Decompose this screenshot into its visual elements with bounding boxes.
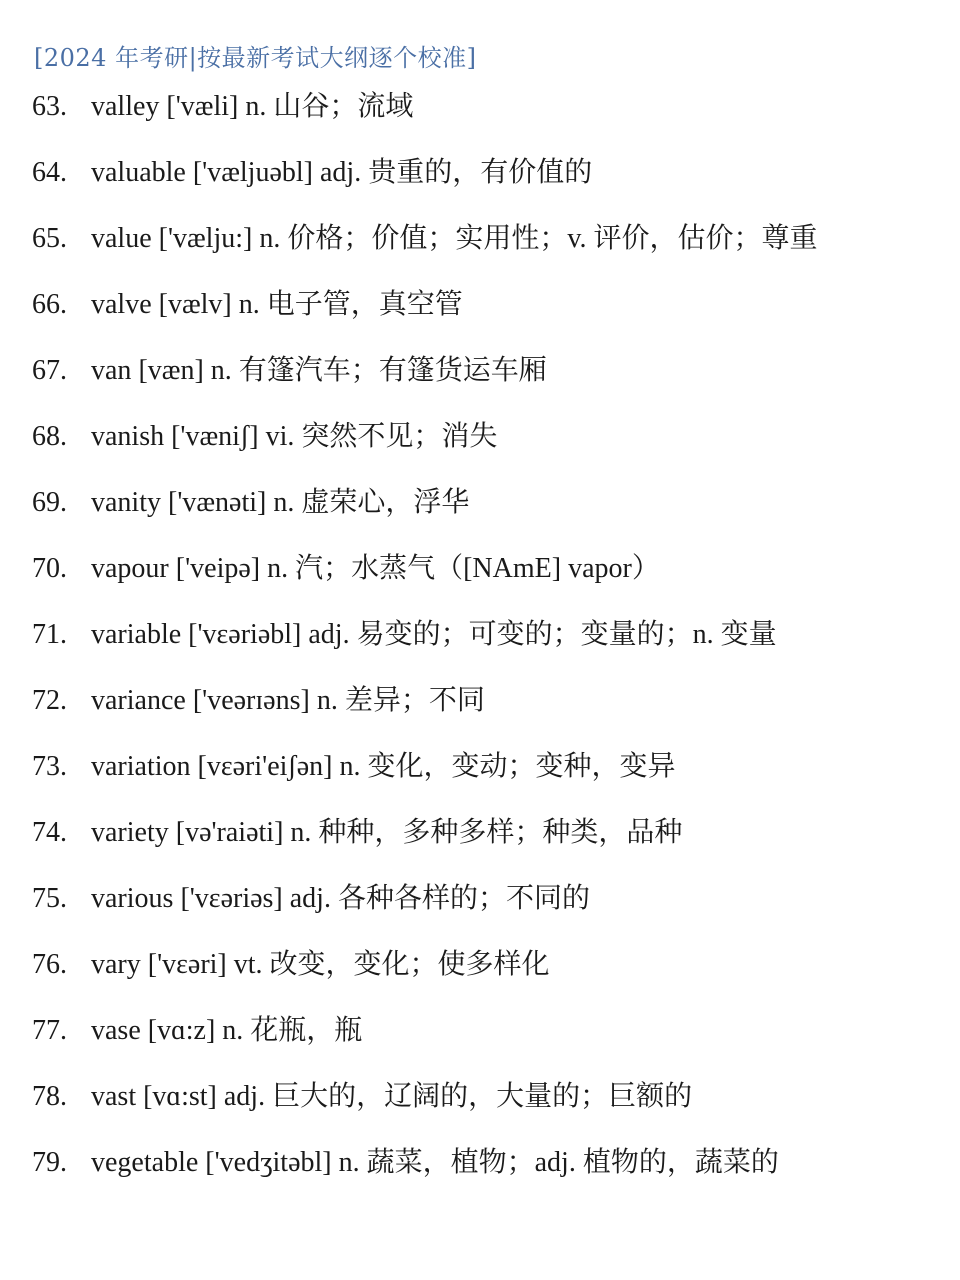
entry-word: variety: [91, 817, 169, 848]
entry-phonetic: ['væljuəbl]: [192, 157, 313, 188]
entry-phonetic: ['vɛəri]: [147, 949, 227, 980]
entry-word: vase: [91, 1015, 141, 1046]
entry-word: vast: [91, 1081, 137, 1112]
header-title: [2024 年考研|按最新考试大纲逐个校准]: [34, 44, 477, 72]
entry-number: 65.: [32, 223, 67, 254]
entry-word: van: [91, 355, 132, 386]
entry-phonetic: ['væli]: [166, 91, 239, 122]
entry-word: vapour: [91, 553, 169, 584]
list-item: [0, 1011, 940, 1051]
list-item: [0, 747, 940, 787]
entry-phonetic: ['vɛəriəbl]: [188, 619, 302, 650]
list-item: [0, 87, 940, 127]
entry-word: valley: [91, 91, 160, 122]
entry-definition: n. 有篷汽车；有篷货运车厢: [210, 355, 547, 386]
entry-number: 64.: [32, 157, 67, 188]
entry-phonetic: [væn]: [138, 355, 204, 386]
entry-definition: vt. 改变，变化；使多样化: [233, 949, 550, 980]
entry-word: variance: [91, 685, 186, 716]
entry-phonetic: [və'raiəti]: [175, 817, 284, 848]
entry-definition: vi. 突然不见；消失: [265, 421, 498, 452]
entry-definition: adj. 各种各样的；不同的: [289, 883, 590, 914]
entry-definition: n. 变化，变动；变种，变异: [339, 751, 676, 782]
entry-phonetic: [vɑ:z]: [147, 1015, 216, 1046]
entry-number: 68.: [32, 421, 67, 452]
list-item: [0, 351, 940, 391]
list-item: [0, 945, 940, 985]
entry-definition: n. 价格；价值；实用性；v. 评价，估价；尊重: [259, 223, 818, 254]
list-item: [0, 285, 940, 325]
entry-word: variable: [91, 619, 182, 650]
entry-number: 71.: [32, 619, 67, 650]
entry-phonetic: [vælv]: [158, 289, 232, 320]
entry-word: vanity: [91, 487, 161, 518]
entry-word: variation: [91, 751, 191, 782]
entry-phonetic: [vɛəri'eiʃən]: [197, 751, 333, 782]
list-item: [0, 153, 940, 193]
entry-definition: n. 虚荣心，浮华: [273, 487, 470, 518]
entry-phonetic: ['vænəti]: [168, 487, 267, 518]
entry-word: valve: [91, 289, 152, 320]
entry-number: 78.: [32, 1081, 67, 1112]
entry-definition: n. 蔬菜，植物；adj. 植物的，蔬菜的: [338, 1147, 779, 1178]
entry-definition: n. 汽；水蒸气（[NAmE] vapor）: [267, 553, 660, 584]
entry-number: 63.: [32, 91, 67, 122]
entry-definition: n. 山谷；流域: [245, 91, 414, 122]
entry-number: 76.: [32, 949, 67, 980]
entry-number: 79.: [32, 1147, 67, 1178]
list-item: [0, 549, 940, 589]
entry-definition: adj. 贵重的，有价值的: [319, 157, 593, 188]
entry-number: 77.: [32, 1015, 67, 1046]
list-item: [0, 483, 940, 523]
entry-word: vegetable: [91, 1147, 199, 1178]
entry-phonetic: ['veərɪəns]: [192, 685, 310, 716]
entry-definition: n. 差异；不同: [316, 685, 485, 716]
entry-word: vanish: [91, 421, 165, 452]
entry-number: 73.: [32, 751, 67, 782]
list-item: [0, 879, 940, 919]
list-item: [0, 1077, 940, 1117]
entry-number: 74.: [32, 817, 67, 848]
entry-number: 70.: [32, 553, 67, 584]
entry-word: valuable: [91, 157, 186, 188]
entry-number: 67.: [32, 355, 67, 386]
entry-number: 72.: [32, 685, 67, 716]
list-item: [0, 219, 940, 259]
entry-word: value: [91, 223, 152, 254]
entry-phonetic: ['vedʒitəbl]: [205, 1147, 332, 1178]
entry-definition: n. 种种，多种多样；种类，品种: [290, 817, 683, 848]
entry-number: 66.: [32, 289, 67, 320]
entry-phonetic: ['vælju:]: [158, 223, 253, 254]
entry-phonetic: [vɑ:st]: [143, 1081, 217, 1112]
entry-definition: adj. 巨大的，辽阔的，大量的；巨额的: [223, 1081, 693, 1112]
entry-definition: adj. 易变的；可变的；变量的；n. 变量: [308, 619, 777, 650]
list-item: [0, 813, 940, 853]
list-item: [0, 417, 940, 457]
entry-phonetic: ['væniʃ]: [171, 421, 259, 452]
entry-phonetic: ['veipə]: [175, 553, 261, 584]
list-item: [0, 1143, 940, 1183]
entry-word: vary: [91, 949, 141, 980]
list-item: [0, 615, 940, 655]
entry-definition: n. 花瓶，瓶: [222, 1015, 363, 1046]
entry-word: various: [91, 883, 174, 914]
list-item: [0, 681, 940, 721]
entry-number: 69.: [32, 487, 67, 518]
entry-definition: n. 电子管，真空管: [238, 289, 463, 320]
entry-number: 75.: [32, 883, 67, 914]
entry-phonetic: ['vɛəriəs]: [180, 883, 283, 914]
